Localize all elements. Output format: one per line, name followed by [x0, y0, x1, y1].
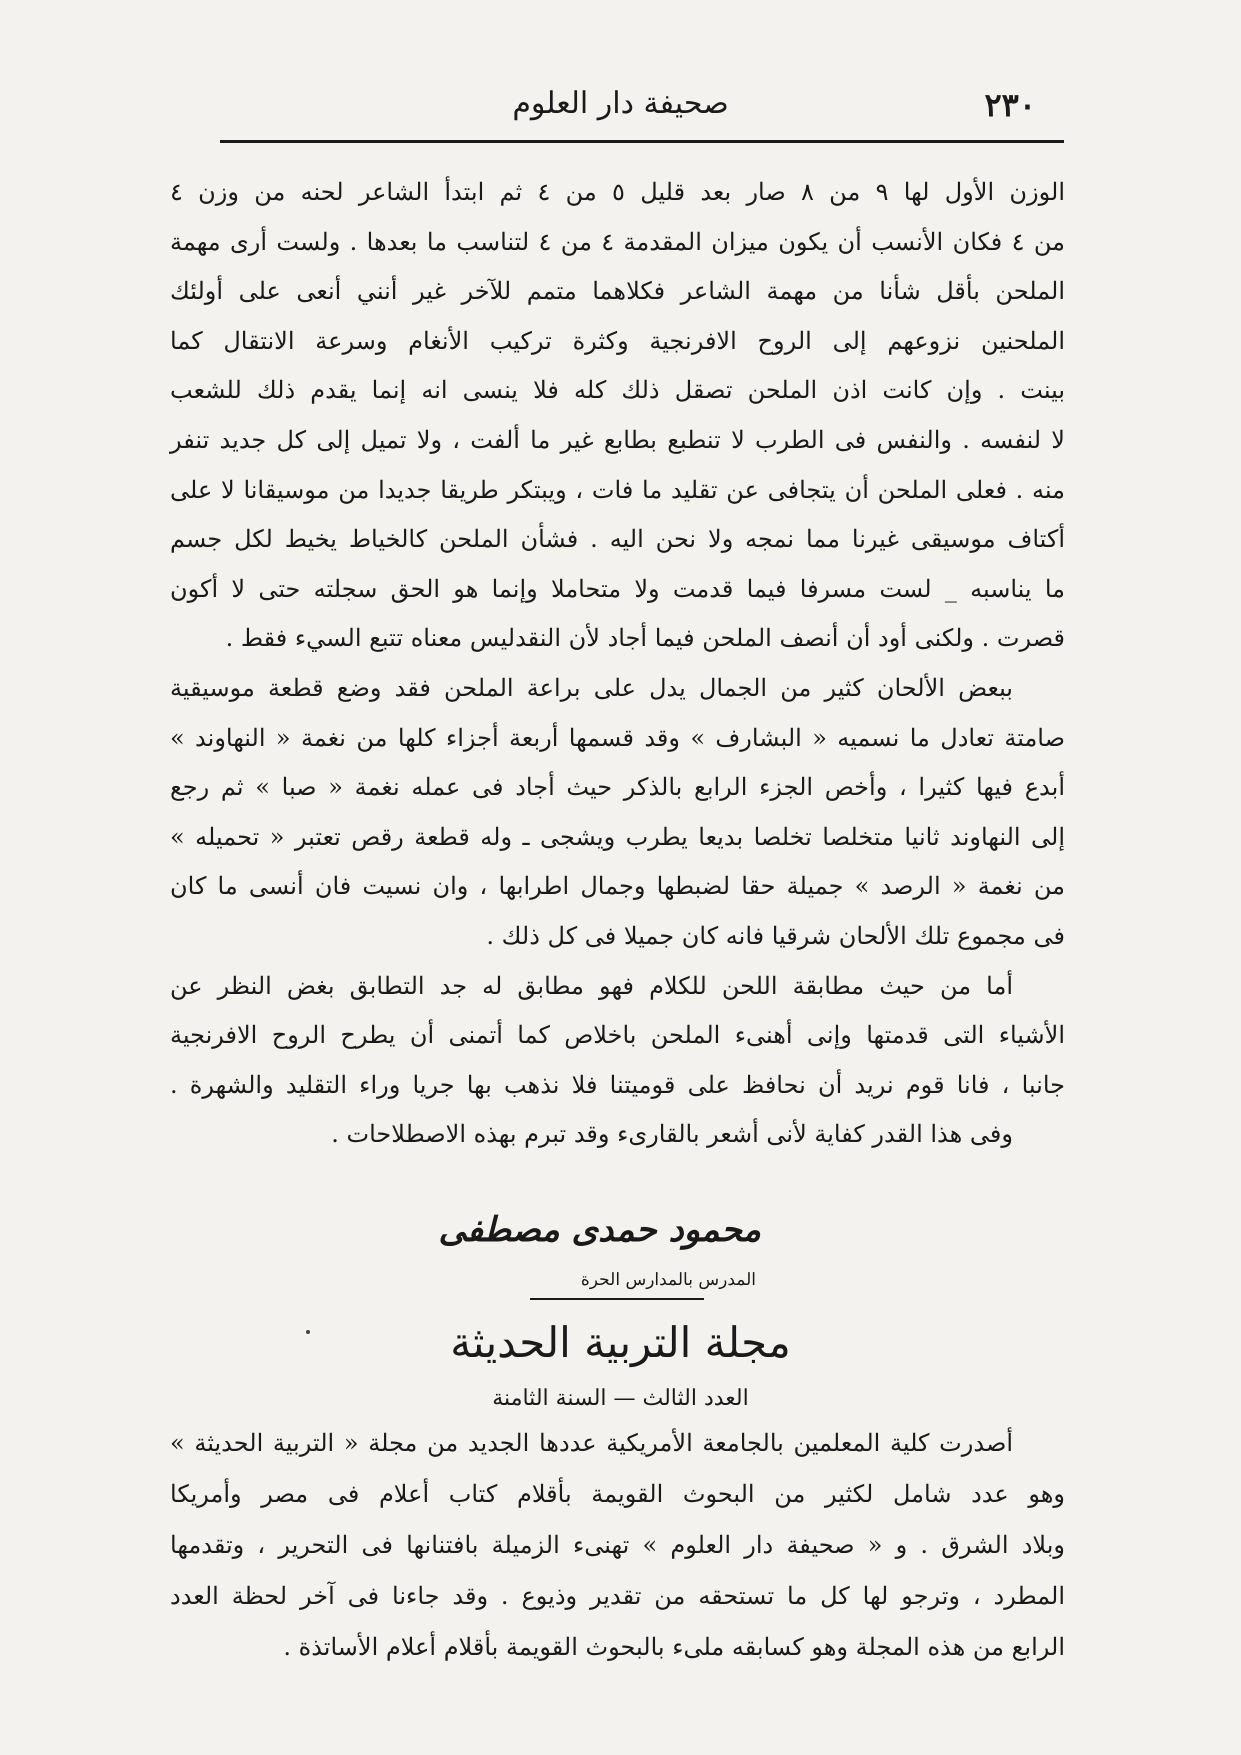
text-line: منه . فعلى الملحن أن يتجافى عن تقليد ما فات ، ويبتكر طريقا جديدا من موسيقانا لا على — [170, 475, 1065, 504]
text-line: من ٤ فكان الأنسب أن يكون ميزان المقدمة ٤ من ٤ لتناسب ما بعدها . ولست أرى مهمة — [170, 227, 1066, 256]
header-rule — [220, 140, 1064, 143]
text-line: أصدرت كلية المعلمين بالجامعة الأمريكية عددها الجديد من مجلة « التربية الحديثة » — [170, 1429, 1013, 1457]
section-divider — [530, 1298, 704, 1300]
author-affiliation: المدرس بالمدارس الحرة — [580, 1270, 756, 1290]
text-line: ببعض الألحان كثير من الجمال يدل على براعة الملحن فقد وضع قطعة موسيقية — [170, 673, 1013, 702]
text-line: الأشياء التى قدمتها وإنى أهنىء الملحن باخلاص كما أتمنى أن يطرح الروح الافرنجية — [170, 1021, 1065, 1050]
text-line: الملحن بأقل شأنا من مهمة الشاعر فكلاهما متمم للآخر غير أنني أنعى على أولئك — [170, 277, 1065, 306]
text-line: لا لنفسه . والنفس فى الطرب لا تنطبع بطابع غير ما ألفت ، ولا تميل إلى كل جديد تنفر — [170, 425, 1065, 454]
text-line: الرابع من هذه المجلة وهو كسابقه ملىء بالبحوث القويمة بأقلام أعلام الأساتذة . — [283, 1633, 1065, 1661]
text-line: الوزن الأول لها ٩ من ٨ صار بعد قليل ٥ من ٤ ثم ابتدأ الشاعر لحنه من وزن ٤ — [170, 178, 1065, 206]
running-header-title: صحيفة دار العلوم — [512, 86, 729, 121]
text-line: أكتاف موسيقى غيرنا مما نمجه ولا نحن اليه . فشأن الملحن كالخياط يخيط لكل جسم — [170, 525, 1065, 554]
text-line: قصرت . ولكنى أود أن أنصف الملحن فيما أجاد لأن النقدليس معناه تتبع السيء فقط . — [225, 624, 1065, 653]
text-line: الملحنين نزوعهم إلى الروح الافرنجية وكثرة تركيب الأنغام وسرعة الانتقال كما — [170, 326, 1065, 355]
text-line: جانبا ، فانا قوم نريد أن نحافظ على قوميتنا فلا نذهب بها جريا وراء التقليد والشهرة . — [170, 1070, 1065, 1099]
magazine-notice-body — [170, 1418, 1065, 1673]
article-body — [170, 168, 1065, 1160]
text-line: أما من حيث مطابقة اللحن للكلام فهو مطابق له جد التطابق بغض النظر عن — [170, 971, 1013, 1000]
author-signature: محمود حمدى مصطفى — [438, 1210, 761, 1250]
text-line: وفى هذا القدر كفاية لأنى أشعر بالقارىء وقد تبرم بهذه الاصطلاحات . — [331, 1120, 1013, 1149]
text-line: إلى النهاوند ثانيا متخلصا تخلصا بديعا يطرب ويشجى ـ وله قطعة رقص تعتبر « تحميله » — [170, 822, 1065, 851]
magazine-issue-line: العدد الثالث — السنة الثامنة — [492, 1386, 749, 1411]
text-line: أبدع فيها كثيرا ، وأخص الجزء الرابع بالذكر حيث أجاد فى عمله نغمة « صبا » ثم رجع — [170, 773, 1065, 802]
text-line: فى مجموع تلك الألحان شرقيا فانه كان جميلا فى كل ذلك . — [486, 921, 1065, 950]
magazine-section-title: مجلة التربية الحديثة — [450, 1318, 791, 1367]
text-line: من نغمة « الرصد » جميلة حقا لضبطها وجمال اطرابها ، وان نسيت فان أنسى ما كان — [170, 872, 1065, 901]
text-line: ما يناسبه _ لست مسرفا فيما قدمت ولا متحاملا وإنما هو الحق سجلته حتى لا أكون — [170, 574, 1065, 603]
text-line: صامتة تعادل ما نسميه « البشارف » وقد قسمها أربعة أجزاء كلها من نغمة « النهاوند » — [170, 723, 1065, 752]
text-line: بينت . وإن كانت اذن الملحن تصقل ذلك كله فلا ينسى انه إنما يقدم ذلك للشعب — [170, 376, 1065, 405]
text-line: المطرد ، وترجو لها كل ما تستحقه من تقدير وذيوع . وقد جاءنا فى آخر لحظة العدد — [170, 1582, 1065, 1610]
text-line: وهو عدد شامل لكثير من البحوث القويمة بأقلام كتاب أعلام فى مصر وأمريكا — [170, 1480, 1065, 1508]
text-line: وبلاد الشرق . و « صحيفة دار العلوم » تهنىء الزميلة بافتنانها فى التحرير ، وتقدمها — [170, 1531, 1065, 1559]
page-number: ٢٣٠ — [984, 86, 1036, 124]
